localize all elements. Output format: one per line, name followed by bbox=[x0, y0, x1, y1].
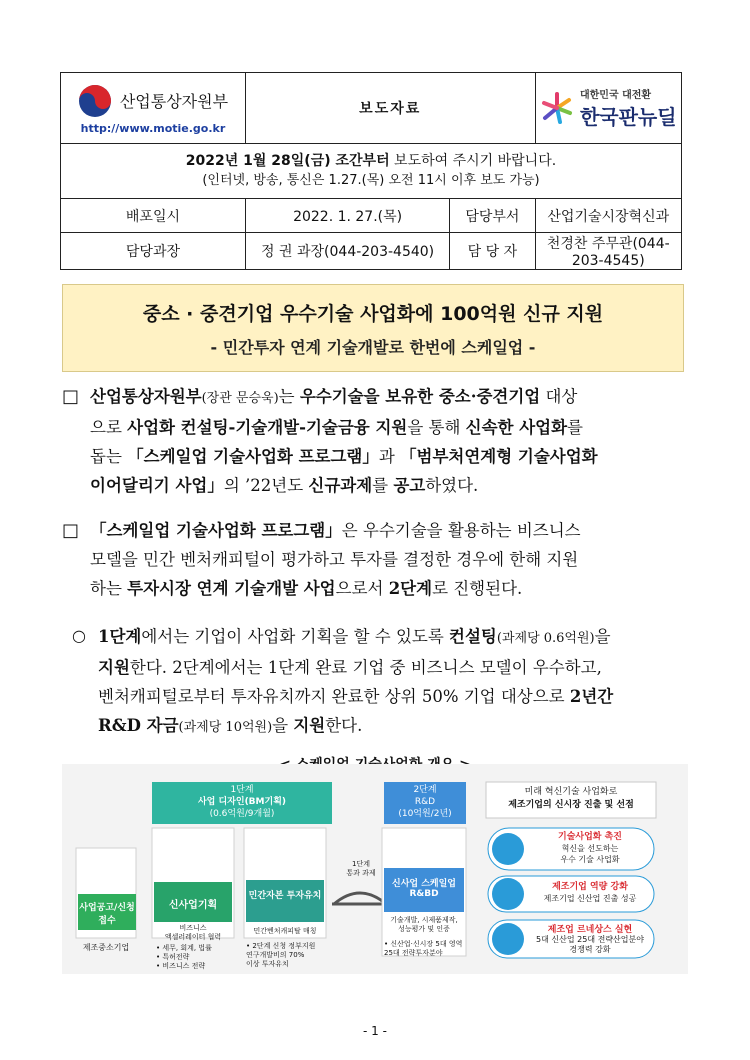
rnd-label: 신사업 스케일업 R&BD bbox=[392, 879, 456, 899]
value-contact: 천경찬 주무관(044-203-4545) bbox=[535, 233, 681, 270]
invest-block bbox=[246, 880, 324, 922]
paragraph-3: 1단계에서는 기업이 사업화 기획을 할 수 있도록 컨설팅(과제당 0.6억원)을 지원한다. 2단계에서는 1단계 완료 기업 중 비즈니스 모델이 우수하고, 벤처캐피털로부터 투자유치까지 완료한 상위 50% 기업 대상으로 2년간 R&D 자금(과제당 10억원)을 지원한다. bbox=[98, 627, 614, 735]
goal3-text: 제조업 르네상스 실현 5대 신산업 25대 전략산업분야 경쟁력 강화 bbox=[536, 925, 644, 954]
stage2-label: 2단계 R&D (10억원/2년) bbox=[398, 785, 452, 819]
rnd-list: • 신산업·신시장 5대 영역 25대 전략투자분야 bbox=[384, 940, 463, 957]
headline-box bbox=[62, 284, 684, 372]
public-label: 사업공고/신청접수 bbox=[79, 903, 135, 926]
bullet-square: □ bbox=[62, 386, 80, 407]
brand-name: 한국판뉴딜 bbox=[579, 105, 677, 129]
bullet-square: □ bbox=[62, 520, 80, 541]
value-director: 정 권 과장(044-203-4540) bbox=[245, 233, 449, 270]
embargo-date: 2022년 1월 28일(금) 조간부터 bbox=[185, 153, 390, 169]
taegeuk-emblem-icon bbox=[78, 84, 112, 118]
page-number: - 1 - bbox=[363, 1024, 387, 1038]
ministry-name: 산업통상자원부 bbox=[119, 92, 229, 111]
rnd-note: 기술개발, 시제품제작, 성능평가 및 인증 bbox=[390, 916, 458, 933]
bridge-label: 1단계 통과 과제 bbox=[346, 860, 376, 877]
label-release-date: 배포일시 bbox=[61, 199, 246, 233]
brand-logo-cell bbox=[535, 73, 681, 144]
label-contact: 담 당 자 bbox=[450, 233, 535, 270]
invest-list: • 2단계 신청 정부지원 연구개발비의 70% 이상 투자유치 bbox=[246, 942, 316, 968]
bridge-arch bbox=[334, 893, 386, 904]
paragraph-2: 「스케일업 기술사업화 프로그램」은 우수기술을 활용하는 비즈니스 모델을 민간 벤처캐피털이 평가하고 투자를 결정한 경우에 한해 지원 하는 투자시장 연계 기술개발 사업으로서 2단계로 진행된다. bbox=[90, 521, 581, 598]
embargo-notice bbox=[61, 144, 682, 199]
future-label: 미래 혁신기술 사업화로 제조기업의 신시장 진출 및 선점 bbox=[508, 787, 634, 810]
public-note: 제조중소기업 bbox=[82, 943, 130, 952]
ministry-url[interactable]: http://www.motie.go.kr bbox=[80, 121, 226, 135]
goal1-text: 기술사업화 촉진 혁신을 선도하는 우수 기술 사업화 bbox=[558, 832, 622, 864]
headline-subtitle: - 민간투자 연계 기술개발로 한번에 스케일업 - bbox=[210, 338, 536, 357]
plan-list: • 세무, 회계, 법률 • 특허전략 • 비즈니스 전략 bbox=[156, 944, 212, 970]
headline-title: 중소 · 중견기업 우수기술 사업화에 100억원 신규 지원 bbox=[142, 303, 604, 325]
label-department: 담당부서 bbox=[450, 199, 535, 233]
paragraph-1: 산업통상자원부(장관 문승욱)는 우수기술을 보유한 중소·중견기업 대상 으로 사업화 컨설팅-기술개발-기술금융 지원을 통해 신속한 사업화를 돕는 「스케일업 기술사업화 프로그램」과 「범부처연계형 기술사업화 이어달리기 사업」의 ’22년도 신규과제를 공고하였다. bbox=[90, 387, 598, 495]
label-director: 담당과장 bbox=[61, 233, 246, 270]
scaleup-overview-diagram bbox=[62, 764, 688, 974]
goal2-text: 제조기업 역량 강화 제조기업 신산업 진출 성공 bbox=[543, 882, 637, 903]
bullet-circle: ○ bbox=[72, 626, 86, 645]
press-header-table bbox=[60, 72, 682, 270]
invest-note: 민간벤처캐피탈 매칭 bbox=[253, 927, 317, 935]
value-release-date: 2022. 1. 27.(목) bbox=[245, 199, 449, 233]
plan-note: 비즈니스 액셀러레이터 협력 bbox=[164, 924, 222, 941]
page-title: 보도자료 bbox=[245, 73, 535, 144]
value-department: 산업기술시장혁신과 bbox=[535, 199, 681, 233]
brand-slogan: 대한민국 대전환 bbox=[579, 90, 652, 101]
embargo-text: 보도하여 주시기 바랍니다. bbox=[389, 153, 557, 169]
ministry-logo-cell bbox=[61, 73, 246, 144]
new-deal-logo-icon bbox=[540, 91, 574, 125]
stage1-label: 1단계 사업 디자인(BM기획) (0.6억원/9개월) bbox=[197, 785, 287, 819]
invest-label: 민간자본 투자유치 bbox=[248, 891, 322, 901]
plan-label: 신사업기획 bbox=[168, 900, 218, 911]
embargo-online: (인터넷, 방송, 통신은 1.27.(목) 오전 11시 이후 보도 가능) bbox=[202, 173, 540, 188]
